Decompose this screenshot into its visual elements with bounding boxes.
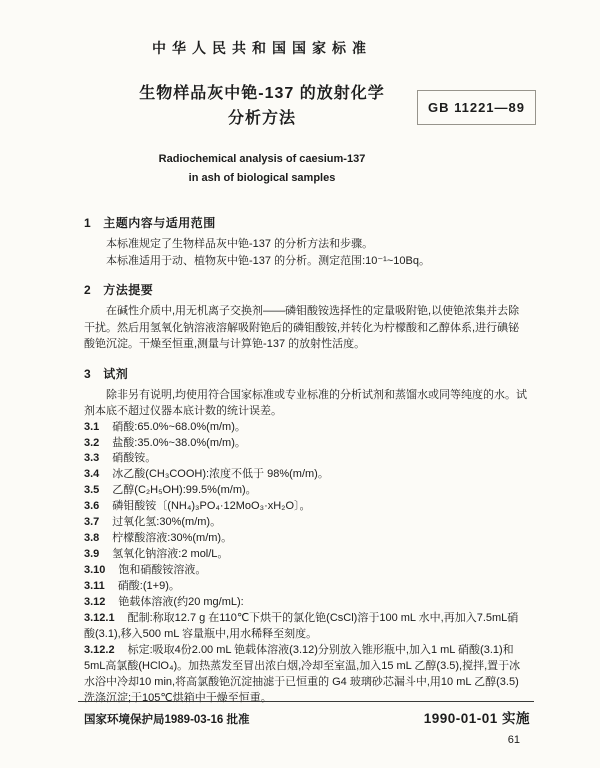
section-1-title: 主题内容与适用范围 (103, 216, 216, 231)
reagent-item (84, 483, 528, 499)
clause-text: 柠檬酸溶液:30%(m/m)。 (112, 532, 233, 545)
clause-text: 硝酸:65.0%~68.0%(m/m)。 (112, 420, 246, 433)
approval-note: 国家环境保护局1989-03-16 批准 (84, 714, 250, 726)
section-1-number: 1 (84, 216, 92, 231)
clause-number: 3.12.1 (84, 611, 115, 624)
english-title-line-2: in ash of biological samples (188, 171, 336, 184)
clause-number: 3.11 (84, 579, 105, 592)
clause-number: 3.10 (84, 564, 106, 577)
footer (84, 707, 530, 727)
clause-text: 硝酸铵。 (112, 452, 157, 465)
implementation-date: 1990-01-01 实施 (423, 711, 530, 726)
standard-number: GB 11221—89 (427, 100, 525, 115)
standard-type-heading: 中华人民共和国国家标准 (152, 40, 372, 56)
clause-text: 标定:吸取4份2.00 mL 铯载体溶液(3.12)分别放入锥形瓶中,加入1 mL 硝酸(3.1)和5mL高氯酸(HClO₄)。加热蒸发至冒出浓白烟,冷却至室温,加入15 mL 乙醇(3.5),搅拌,置于冰水浴中冷却10 min,将高氯酸铯沉淀抽滤于已恒重的 G4 玻璃砂芯漏斗中,用10 mL 乙醇(3.5)洗涤沉淀;于105℃烘箱中干燥至恒重。 (84, 643, 521, 704)
section-2-heading (84, 281, 528, 298)
clause-number: 3.5 (84, 484, 100, 497)
clause-text: 配制:称取12.7 g 在110℃下烘干的氯化铯(CsCl)溶于100 mL 水中,再加入7.5mL硝酸(3.1),移入500 mL 容量瓶中,用水稀释至刻度。 (84, 611, 519, 640)
reagent-item (84, 499, 528, 515)
section-2-paragraph: 在碱性介质中,用无机离子交换剂——磷钼酸铵选择性的定量吸附铯,以使铯浓集并去除干扰。然后用氢氧化钠溶液溶解吸附铯后的磷钼酸铵,并转化为柠檬酸和乙醇体系,进行碘铋酸铯沉淀。干燥至恒重,测量与计算铯-137 的放射性活度。 (84, 305, 520, 351)
clause-text: 过氧化氢:30%(m/m)。 (112, 516, 222, 529)
clause-text: 铯载体溶液(约20 mg/mL): (118, 595, 244, 608)
reagent-item (84, 451, 528, 467)
clause-text: 盐酸:35.0%~38.0%(m/m)。 (112, 436, 246, 449)
section-3-heading (84, 365, 528, 382)
clause-text: 冰乙酸(CH₃COOH):浓度不低于 98%(m/m)。 (112, 468, 329, 481)
section-1-heading (84, 214, 528, 231)
clause-text: 硝酸:(1+9)。 (117, 579, 180, 592)
clause-number: 3.2 (84, 436, 100, 449)
reagent-item (84, 563, 528, 579)
reagent-item (84, 547, 528, 563)
clause-number: 3.12.2 (84, 643, 115, 656)
reagent-item (84, 531, 528, 547)
section-3-number: 3 (84, 366, 92, 381)
english-title-line-1: Radiochemical analysis of caesium-137 (158, 152, 366, 165)
title-line-2: 分析方法 (227, 109, 296, 127)
footer-rule (78, 701, 534, 702)
document-title (84, 82, 440, 132)
clause-text: 磷钼酸铵〔(NH₄)₃PO₄·12MoO₃·xH₂O〕。 (112, 500, 311, 513)
reagent-item (84, 643, 528, 707)
reagent-item (84, 595, 528, 611)
section-1-paragraph: 本标准规定了生物样品灰中铯-137 的分析方法和步骤。 (106, 238, 374, 251)
reagent-item (84, 420, 528, 436)
clause-number: 3.6 (84, 500, 100, 513)
section-3-intro: 除非另有说明,均使用符合国家标准或专业标准的分析试剂和蒸馏水或同等纯度的水。试剂本底不超过仪器本底计数的统计误差。 (84, 388, 528, 418)
reagent-item (84, 515, 528, 531)
reagent-item (84, 467, 528, 483)
clause-text: 乙醇(C₂H₅OH):99.5%(m/m)。 (112, 484, 257, 497)
clause-text: 饱和硝酸铵溶液。 (118, 564, 207, 577)
clause-number: 3.8 (84, 532, 100, 545)
english-title (84, 150, 440, 189)
standard-number-box (417, 90, 536, 125)
clause-number: 3.1 (84, 420, 100, 433)
clause-number: 3.7 (84, 516, 100, 529)
page-number: 61 (507, 734, 520, 746)
title-line-1: 生物样品灰中铯-137 的放射化学 (139, 85, 385, 102)
reagent-item (84, 579, 528, 595)
section-1-paragraph: 本标准适用于动、植物灰中铯-137 的分析。测定范围:10⁻¹~10Bq。 (106, 254, 430, 267)
clause-number: 3.4 (84, 468, 100, 481)
section-3-title: 试剂 (103, 366, 129, 381)
clause-number: 3.12 (84, 595, 106, 608)
reagent-item (84, 436, 528, 452)
reagent-item (84, 611, 528, 643)
section-2-title: 方法提要 (103, 283, 154, 298)
clause-text: 氢氧化钠溶液:2 mol/L。 (112, 548, 229, 561)
section-2-number: 2 (84, 283, 92, 298)
clause-number: 3.9 (84, 548, 100, 561)
clause-number: 3.3 (84, 452, 100, 465)
